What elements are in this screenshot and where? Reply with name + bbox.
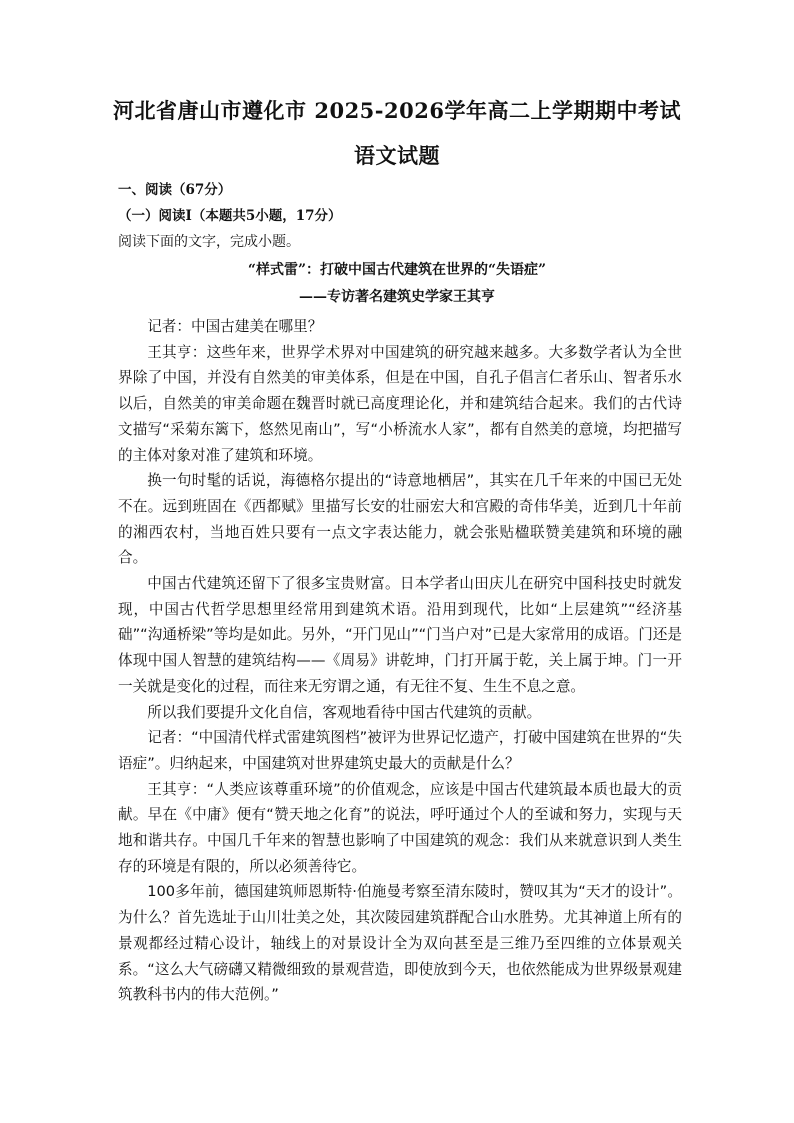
- exam-title: 河北省唐山市遵化市 2025-2026学年高二上学期期中考试: [113, 98, 681, 123]
- paragraph: 换一句时髦的话说，海德格尔提出的“诗意地栖居”，其实在几千年来的中国已无处不在。远到班固在《西都赋》里描写长安的壮丽宏大和宫殿的奇伟华美，近到几十年前的湘西农村，当地百姓只要有一点文字表达能力，就会张贴楹联赞美建筑和环境的融合。: [118, 472, 682, 567]
- paragraph: 王其亨：这些年来，世界学术界对中国建筑的研究越来越多。大多数学者认为全世界除了中国，并没有自然美的审美体系，但是在中国，自孔子倡言仁者乐山、智者乐水以后，自然美的审美命题在魏晋时就已高度理论化，并和建筑结合起来。我们的古代诗文描写“采菊东篱下，悠然见南山”，写“小桥流水人家”，都有自然美的意境，均把描写的主体对象对准了建筑和环境。: [118, 343, 682, 464]
- paragraph: 中国古代建筑还留下了很多宝贵财富。日本学者山田庆儿在研究中国科技史时就发现，中国古代哲学思想里经常用到建筑术语。沿用到现代，比如“上层建筑”“经济基础”“沟通桥梁”等均是如此。另外，“开门见山”“门当户对”已是大家常用的成语。门还是体现中国人智慧的建筑结构——《周易》讲乾坤，门打开属于乾，关上属于坤。门一开一关就是变化的过程，而往来无穷谓之通，有无往不复、生生不息之意。: [118, 575, 682, 695]
- paragraph: 记者：中国古建美在哪里？: [147, 318, 323, 335]
- paragraph: 记者：“中国清代样式雷建筑图档”被评为世界记忆遗产，打破中国建筑在世界的“失语症”。归纳起来，中国建筑对世界建筑史最大的贡献是什么？: [118, 729, 682, 772]
- section-subheading: （一）阅读Ⅰ（本题共5小题，17分）: [118, 208, 342, 224]
- paragraph: 100多年前，德国建筑师恩斯特·伯施曼考察至清东陵时，赞叹其为“天才的设计”。为什么？首先选址于山川壮美之处，其次陵园建筑群配合山水胜势。尤其神道上所有的景观都经过精心设计，轴线上的对景设计全为双向甚至是三维乃至四维的立体景观关系。“这么大气磅礴又精微细致的景观营造，即使放到今天，也依然能成为世界级景观建筑教科书内的伟大范例。”: [118, 883, 682, 1004]
- paragraph: 所以我们要提升文化自信，客观地看待中国古代建筑的贡献。: [147, 703, 542, 721]
- reading-instruction: 阅读下面的文字，完成小题。: [118, 234, 300, 250]
- article-body: [118, 314, 682, 1008]
- article-subtitle: ——专访著名建筑史学家王其亨: [299, 289, 495, 305]
- section-heading: 一、阅读（67分）: [118, 182, 232, 198]
- paragraph: 王其亨：“人类应该尊重环境”的价值观念，应该是中国古代建筑最本质也最大的贡献。早在《中庸》便有“赞天地之化育”的说法，呼吁通过个人的至诚和努力，实现与天地和谐共存。中国几千年来的智慧也影响了中国建筑的观念：我们从来就意识到人类生存的环境是有限的，所以必须善待它。: [118, 780, 682, 875]
- exam-subtitle: 语文试题: [354, 143, 440, 168]
- article-title: “样式雷”：打破中国古代建筑在世界的“失语症”: [247, 262, 547, 278]
